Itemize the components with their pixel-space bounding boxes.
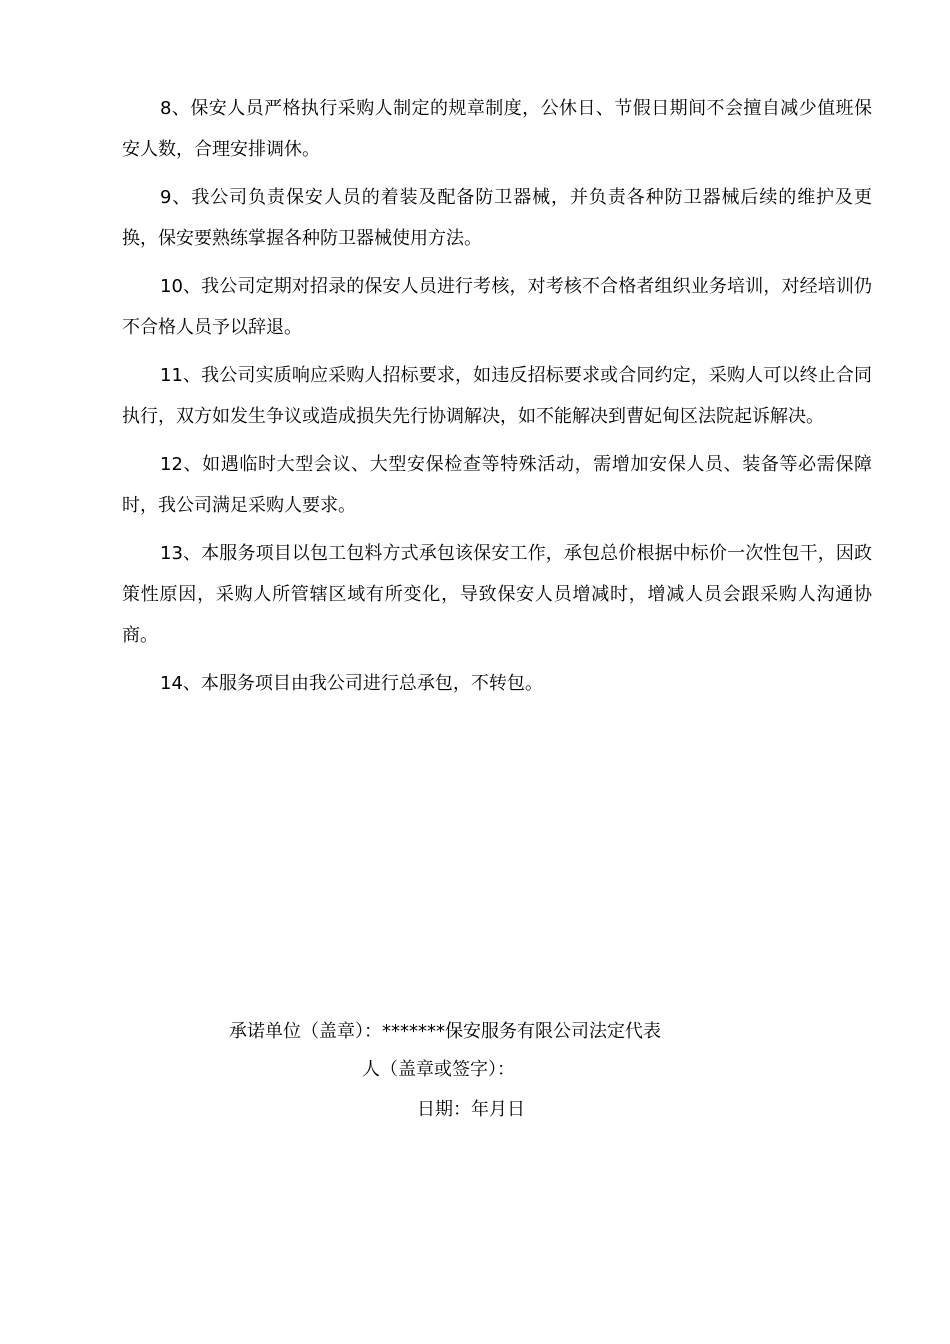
signature-company-line: 承诺单位（盖章）：*******保安服务有限公司法定代表 [229, 1021, 661, 1042]
paragraph-item-12: 12、如遇临时大型会议、大型安保检查等特殊活动，需增加安保人员、装备等必需保障时，我公司满足采购人要求。 [122, 454, 872, 516]
paragraph-item-14: 14、本服务项目由我公司进行总承包，不转包。 [160, 673, 543, 694]
paragraph-item-8: 8、保安人员严格执行采购人制定的规章制度，公休日、节假日期间不会擅自减少值班保安人数，合理安排调休。 [122, 98, 872, 160]
paragraph-item-9: 9、我公司负责保安人员的着装及配备防卫器械，并负责各种防卫器械后续的维护及更换，保安要熟练掌握各种防卫器械使用方法。 [122, 187, 872, 249]
paragraph-item-13: 13、本服务项目以包工包料方式承包该保安工作，承包总价根据中标价一次性包干，因政策性原因，采购人所管辖区域有所变化，导致保安人员增减时，增减人员会跟采购人沟通协商。 [122, 543, 872, 646]
signature-representative-line: 人（盖章或签字）： [362, 1059, 515, 1080]
paragraph-item-10: 10、我公司定期对招录的保安人员进行考核，对考核不合格者组织业务培训，对经培训仍不合格人员予以辞退。 [122, 276, 872, 338]
paragraph-item-11: 11、我公司实质响应采购人招标要求，如违反招标要求或合同约定，采购人可以终止合同执行，双方如发生争议或造成损失先行协调解决，如不能解决到曹妃甸区法院起诉解决。 [122, 365, 872, 427]
commitment-body [122, 88, 872, 711]
signature-date-line: 日期：年月日 [417, 1099, 525, 1120]
